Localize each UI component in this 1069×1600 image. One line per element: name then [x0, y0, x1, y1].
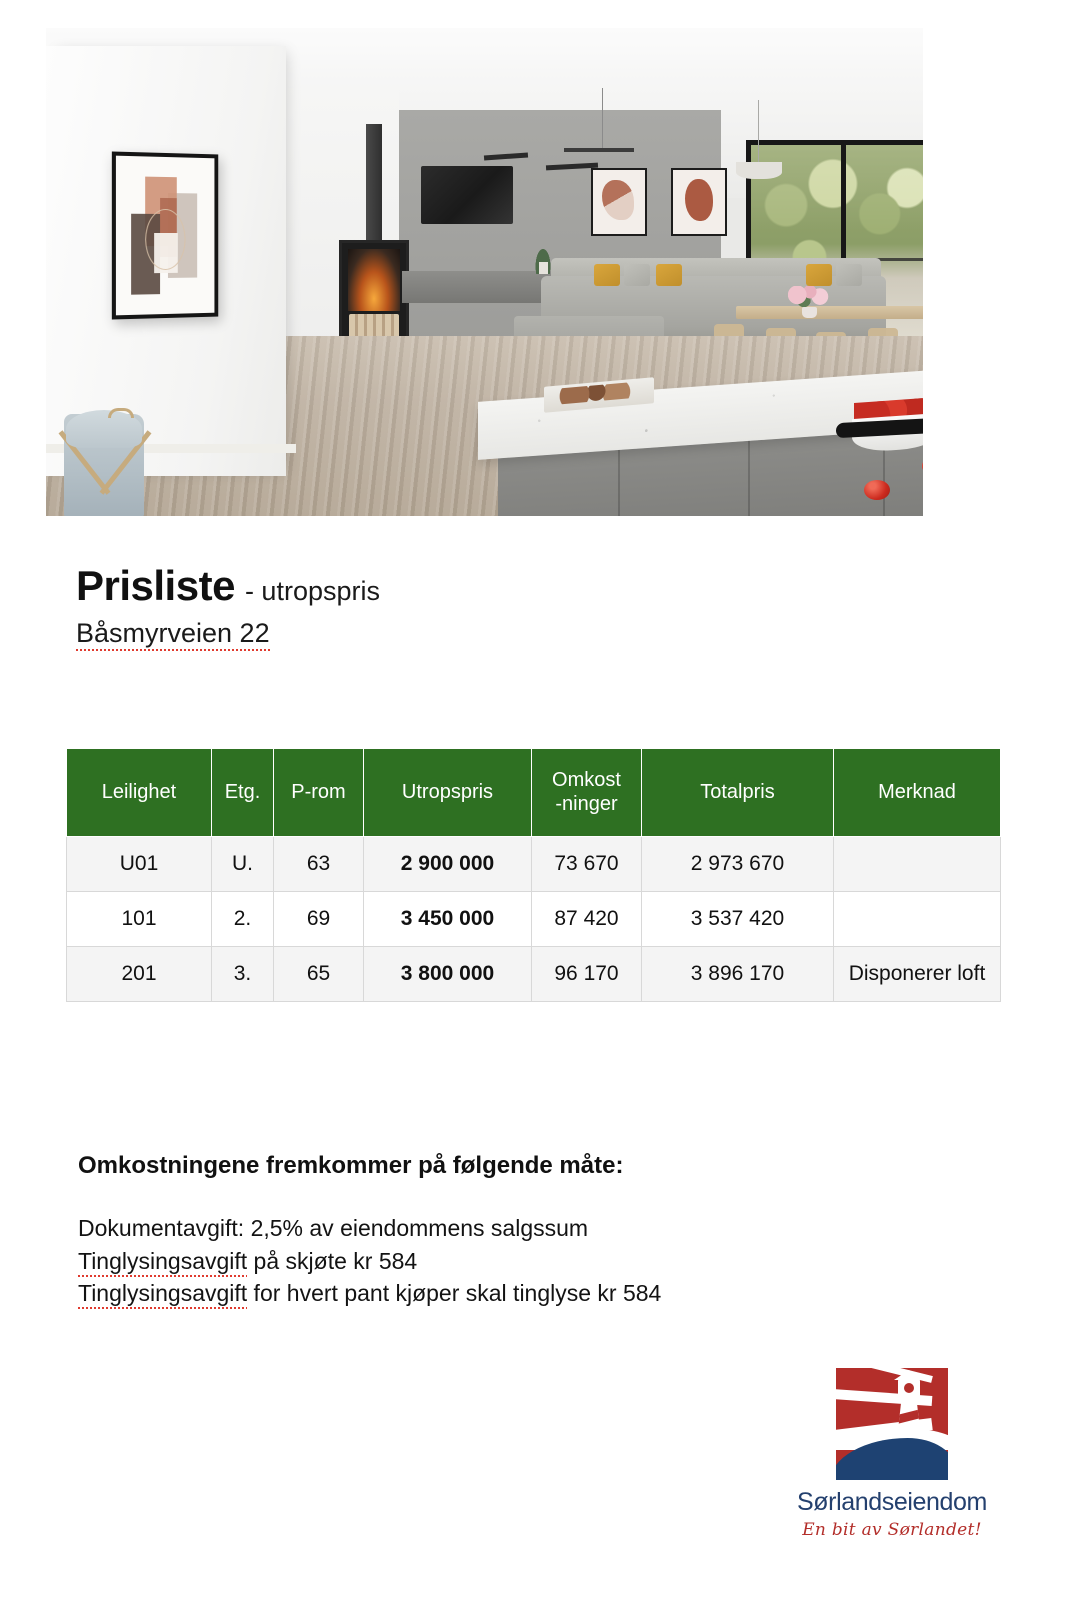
- column-header-utropspris: Utropspris: [364, 749, 532, 837]
- cell-prom: 63: [274, 837, 364, 892]
- interior-scene: [46, 28, 923, 516]
- hero-photo: [46, 28, 923, 516]
- company-name: Sørlandseiendom: [797, 1488, 987, 1516]
- stove-chimney: [366, 124, 382, 246]
- cell-omkostninger: 87 420: [532, 892, 642, 947]
- wall-art-right: [671, 168, 727, 236]
- column-header-etg: Etg.: [212, 749, 274, 837]
- cushion: [806, 264, 832, 286]
- tomato: [864, 480, 890, 500]
- lighthouse-lantern: [898, 1378, 920, 1398]
- costs-heading: Omkostningene fremkommer på følgende måte:: [78, 1152, 624, 1179]
- artwork-canvas: [128, 168, 203, 303]
- cushion: [836, 264, 862, 286]
- pendant-lamp-bar: [564, 148, 634, 152]
- tinglysingsavgift-spellcheck-word: Tinglysingsavgift: [78, 1280, 247, 1309]
- omkost-line2: -ninger: [555, 792, 618, 815]
- property-address: [76, 618, 270, 649]
- cell-utropspris: 2 900 000: [364, 837, 532, 892]
- omkost-line1: Omkost: [552, 768, 621, 791]
- cushion: [624, 264, 650, 286]
- wall-mounted-tv: [421, 166, 513, 224]
- lighthouse-icon: [836, 1368, 948, 1480]
- cell-prom: 65: [274, 947, 364, 1002]
- title-suffix: - utropspris: [244, 576, 380, 606]
- cell-leilighet: 201: [67, 947, 212, 1002]
- dining-pendant-lamp: [736, 162, 782, 179]
- column-header-totalpris: Totalpris: [642, 749, 834, 837]
- table-row: [67, 837, 1001, 892]
- cell-leilighet: U01: [67, 837, 212, 892]
- table-row: [67, 947, 1001, 1002]
- cell-merknad: [834, 837, 1001, 892]
- laundry-hamper: [60, 410, 148, 516]
- wall-art-left: [591, 168, 647, 236]
- cell-prom: 69: [274, 892, 364, 947]
- costs-lines: [78, 1212, 661, 1310]
- wood-stove: [339, 240, 409, 350]
- column-header-prom: P-rom: [274, 749, 364, 837]
- title-main: Prisliste: [76, 562, 235, 609]
- costs-line-tinglysing-skjote: Tinglysingsavgift på skjøte kr 584: [78, 1245, 661, 1278]
- company-logo: [786, 1368, 998, 1540]
- company-tagline: En bit av Sørlandet!: [802, 1520, 982, 1540]
- column-header-omkostninger: [532, 749, 642, 837]
- tinglysingsavgift-spellcheck-word: Tinglysingsavgift: [78, 1248, 247, 1277]
- cell-omkostninger: 96 170: [532, 947, 642, 1002]
- stove-fire: [348, 249, 400, 311]
- cell-etg: U.: [212, 837, 274, 892]
- table-row: [67, 892, 1001, 947]
- cell-utropspris: 3 450 000: [364, 892, 532, 947]
- cell-omkostninger: 73 670: [532, 837, 642, 892]
- cell-etg: 3.: [212, 947, 274, 1002]
- cell-merknad: [834, 892, 1001, 947]
- costs-line-tinglysing-pant: Tinglysingsavgift for hvert pant kjøper skal tinglyse kr 584: [78, 1277, 661, 1310]
- framed-abstract-artwork: [112, 151, 218, 319]
- title-row: [76, 562, 380, 610]
- header-row: [67, 749, 1001, 837]
- flower-vase: [788, 286, 830, 318]
- cell-totalpris: 3 537 420: [642, 892, 834, 947]
- costs-section: [78, 1152, 661, 1310]
- column-header-merknad: Merknad: [834, 749, 1001, 837]
- table-body: [67, 837, 1001, 1002]
- pendant-cord: [602, 88, 603, 150]
- price-table: [66, 748, 1001, 1002]
- cell-totalpris: 2 973 670: [642, 837, 834, 892]
- cell-totalpris: 3 896 170: [642, 947, 834, 1002]
- cushion: [656, 264, 682, 286]
- cell-etg: 2.: [212, 892, 274, 947]
- page-title: [76, 562, 380, 649]
- table-header: [67, 749, 1001, 837]
- costs-line-dokumentavgift: Dokumentavgift: 2,5% av eiendommens salgssum: [78, 1215, 589, 1241]
- art-circle-line: [145, 209, 185, 271]
- cell-merknad: Disponerer loft: [834, 947, 1001, 1002]
- column-header-leilighet: Leilighet: [67, 749, 212, 837]
- hamper-handle: [108, 408, 134, 418]
- cell-leilighet: 101: [67, 892, 212, 947]
- cell-utropspris: 3 800 000: [364, 947, 532, 1002]
- cushion: [594, 264, 620, 286]
- address-spellcheck-text: Båsmyrveien 22: [76, 618, 270, 651]
